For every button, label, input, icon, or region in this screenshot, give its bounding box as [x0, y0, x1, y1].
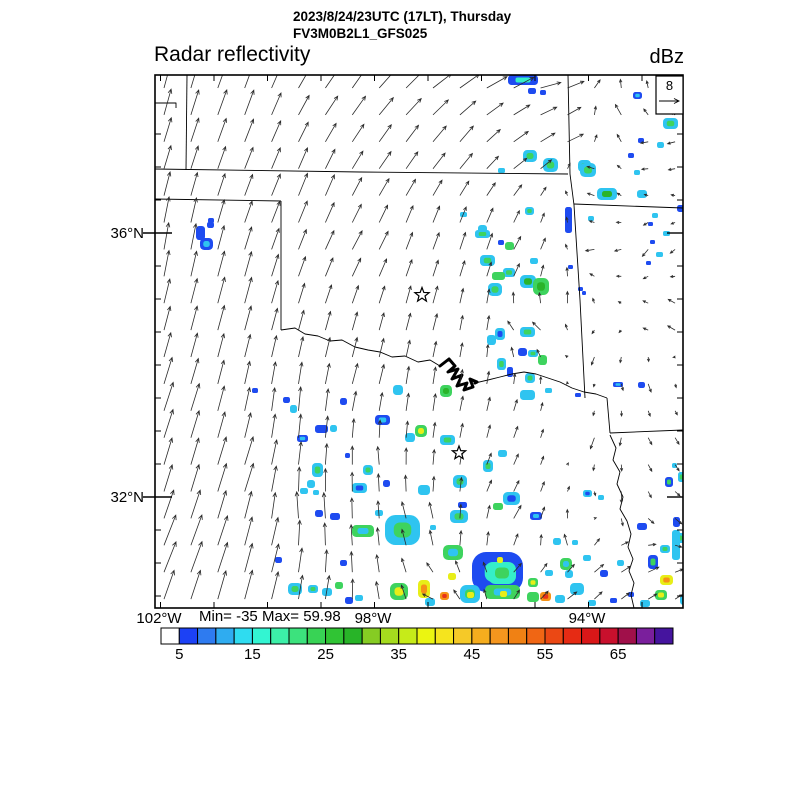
plot-title-model-run: FV3M0B2L1_GFS025 [293, 26, 428, 41]
unit-label: dBz [649, 46, 684, 68]
radar-echo-layer [196, 75, 690, 607]
wind-reference-value: 8 [665, 78, 674, 93]
colorbar-tick-label: 45 [463, 646, 481, 663]
colorbar-tick-label: 35 [390, 646, 408, 663]
wind-vector-layer [164, 62, 683, 599]
colorbar-tick-label: 65 [609, 646, 627, 663]
plot-title-datetime: 2023/8/24/23UTC (17LT), Thursday [293, 9, 512, 24]
colorbar-tick-label: 15 [244, 646, 261, 663]
lat-axis-label-32n: 32°N [110, 489, 144, 506]
minmax-stats-label: Min= -35 Max= 59.98 [199, 608, 341, 625]
colorbar [161, 628, 673, 644]
lon-axis-label-98w: 98°W [354, 610, 392, 627]
field-name-label: Radar reflectivity [154, 43, 311, 66]
colorbar-tick-label: 5 [175, 646, 184, 663]
colorbar-tick-label: 25 [317, 646, 334, 663]
lon-axis-label-94w: 94°W [568, 610, 606, 627]
lat-axis-label-36n: 36°N [110, 225, 144, 242]
colorbar-tick-label: 55 [536, 646, 554, 663]
lon-axis-label-102w: 102°W [136, 610, 182, 627]
